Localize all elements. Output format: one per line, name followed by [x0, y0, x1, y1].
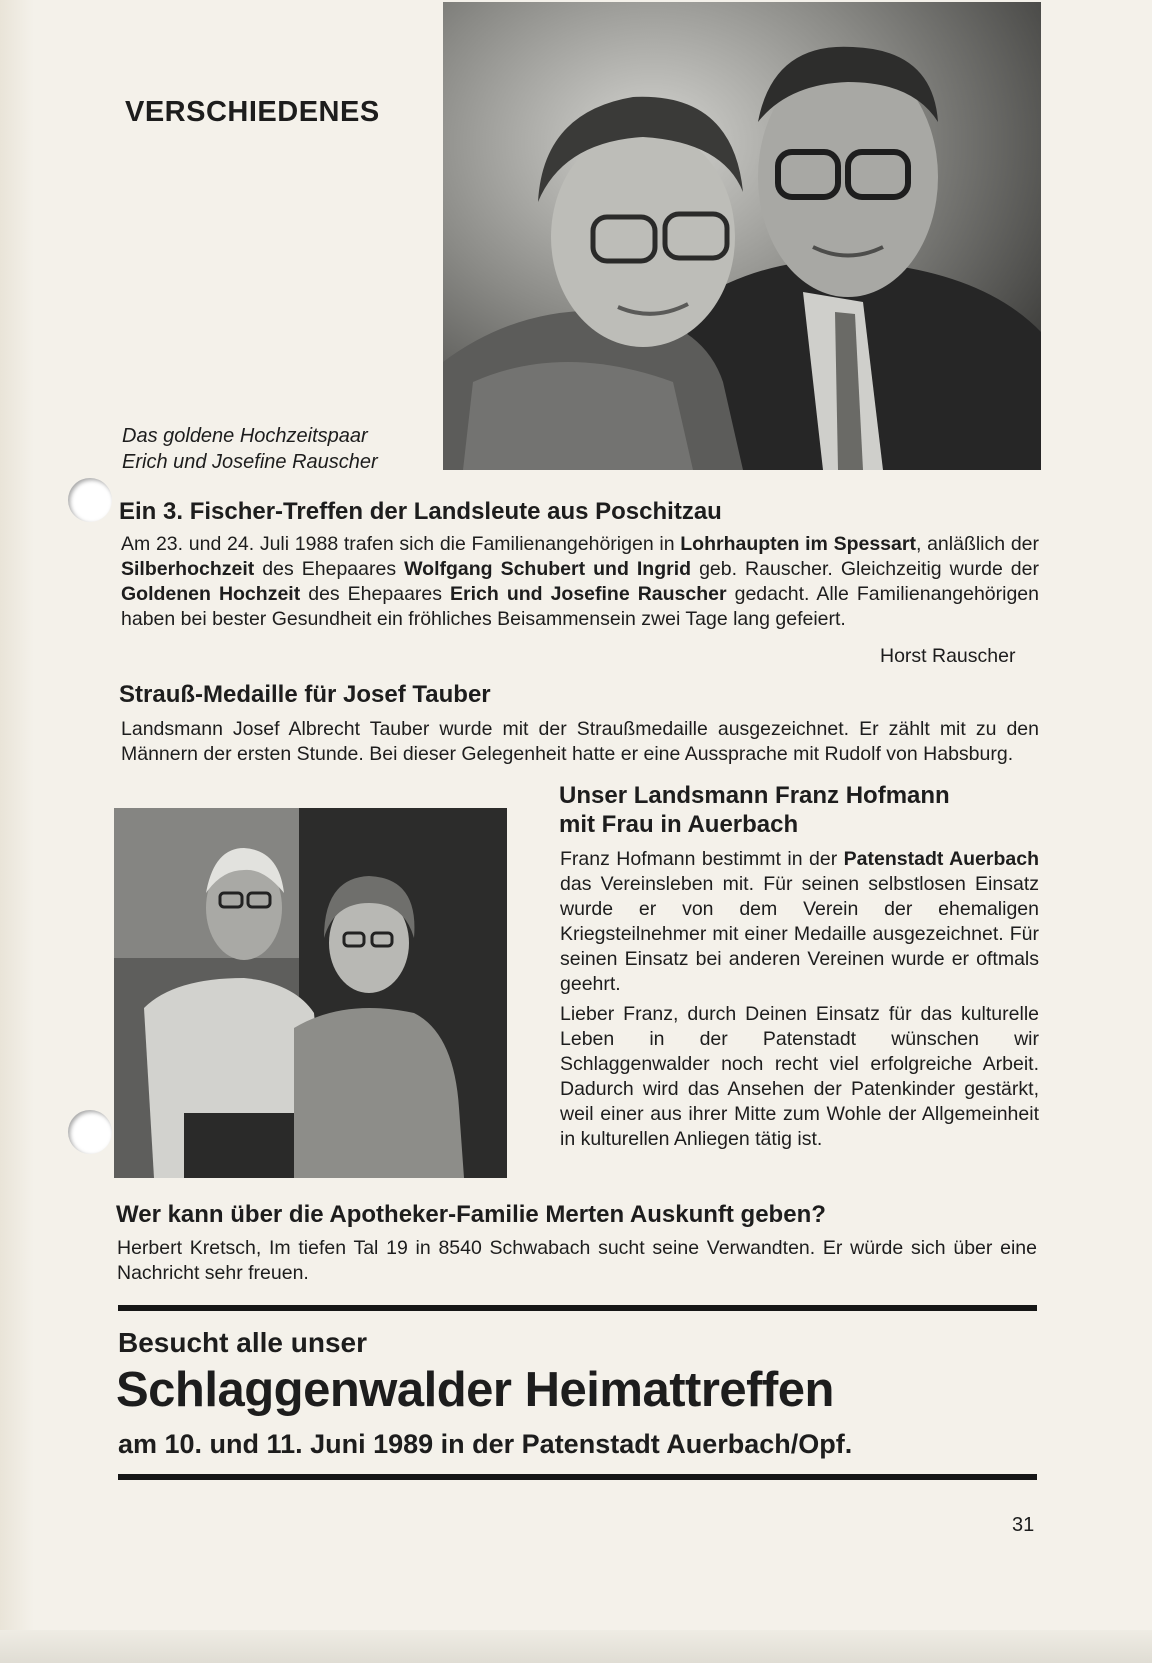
article-tauber-title: Strauß-Medaille für Josef Tauber: [119, 681, 491, 708]
text-run-bold: Lohrhaupten im Spessart: [680, 533, 916, 555]
article-fischer-author: Horst Rauscher: [880, 645, 1016, 667]
text-run: des Ehepaares: [254, 558, 405, 580]
article-hofmann-body-p2: Lieber Franz, durch Deinen Einsatz für das kulturelle Leben in der Patenstadt wünschen wir Schlaggenwalder noch recht viel erfolgreiche Arbeit. Dadurch wird das Ansehen der Patenkinder gestärkt, weil einer aus ihrer Mitte zum Wohle der Allgemeinheit in kulturellen Anliegen tätig ist.: [560, 1003, 1039, 1150]
article-merten-body: Herbert Kretsch, Im tiefen Tal 19 in 8540 Schwabach sucht seine Verwandten. Er würde sich über eine Nachricht sehr freuen.: [117, 1237, 1037, 1284]
article-fischer-body: [121, 532, 1039, 632]
caption-line-2: Erich und Josefine Rauscher: [122, 451, 378, 473]
page-spine: [0, 0, 34, 1663]
golden-wedding-photo-illustration: [443, 2, 1041, 470]
article-hofmann-body-p1: [560, 847, 1039, 997]
article-tauber-body: Landsmann Josef Albrecht Tauber wurde mit der Straußmedaille ausgezeichnet. Er zählt mit zu den Männern der ersten Stunde. Bei dieser Gelegenheit hatte er eine Aussprache mit Rudolf von Habsburg.: [121, 718, 1039, 765]
text-run-bold: Patenstadt Auerbach: [843, 848, 1040, 870]
hofmann-photo-illustration: [114, 808, 507, 1178]
article-hofmann-title-line1: Unser Landsmann Franz Hofmann: [559, 782, 950, 809]
text-run-bold: Goldenen Hochzeit: [121, 583, 301, 605]
section-heading: VERSCHIEDENES: [125, 96, 380, 128]
article-fischer-title: Ein 3. Fischer-Treffen der Landsleute aus Poschitzau: [119, 498, 722, 525]
promo-date-line: am 10. und 11. Juni 1989 in der Patenstadt Auerbach/Opf.: [118, 1429, 853, 1459]
punch-hole-bottom: [68, 1110, 112, 1154]
text-run-bold: Silberhochzeit: [121, 558, 255, 580]
punch-hole-top: [68, 478, 112, 522]
text-run: das Vereinsleben mit. Für seinen selbstlosen Einsatz wurde er von dem Verein der ehemaligen Kriegsteilnehmer mit einer Medaille ausgezeichnet. Für seinen Einsatz bei anderen Vereinen wurde er oftmals geehrt.: [560, 873, 1039, 995]
page-number: 31: [1012, 1514, 1035, 1536]
text-run: , anläßlich der: [915, 533, 1040, 555]
promo-rule-top: [118, 1305, 1037, 1311]
page-right-edge: [1152, 0, 1163, 1663]
article-hofmann-title-line2: mit Frau in Auerbach: [559, 811, 799, 838]
text-run: Am 23. und 24. Juli 1988 trafen sich die Familienangehörigen in: [121, 533, 681, 555]
golden-wedding-photo: [443, 2, 1041, 470]
text-run: Franz Hofmann bestimmt in der: [560, 848, 844, 870]
promo-headline: Schlaggenwalder Heimattreffen: [116, 1363, 834, 1417]
text-run-bold: Wolfgang Schubert und Ingrid: [404, 558, 692, 580]
text-run: gedacht. Alle Familienangehörigen haben bei bester Gesundheit ein fröhliches Beisammensein zwei Tage lang gefeiert.: [121, 583, 1039, 630]
golden-wedding-caption: [122, 423, 452, 475]
promo-line-1: Besucht alle unser: [118, 1327, 367, 1358]
promo-rule-bottom: [118, 1474, 1037, 1480]
text-run: des Ehepaares: [300, 583, 451, 605]
article-merten-title: Wer kann über die Apotheker-Familie Merten Auskunft geben?: [116, 1201, 826, 1228]
caption-line-1: Das goldene Hochzeitspaar: [122, 425, 368, 447]
hofmann-couple-photo: [114, 808, 507, 1178]
text-run-bold: Erich und Josefine Rauscher: [450, 583, 727, 605]
page-bottom-shadow: [0, 1630, 1163, 1663]
text-run: geb. Rauscher. Gleichzeitig wurde der: [691, 558, 1039, 580]
